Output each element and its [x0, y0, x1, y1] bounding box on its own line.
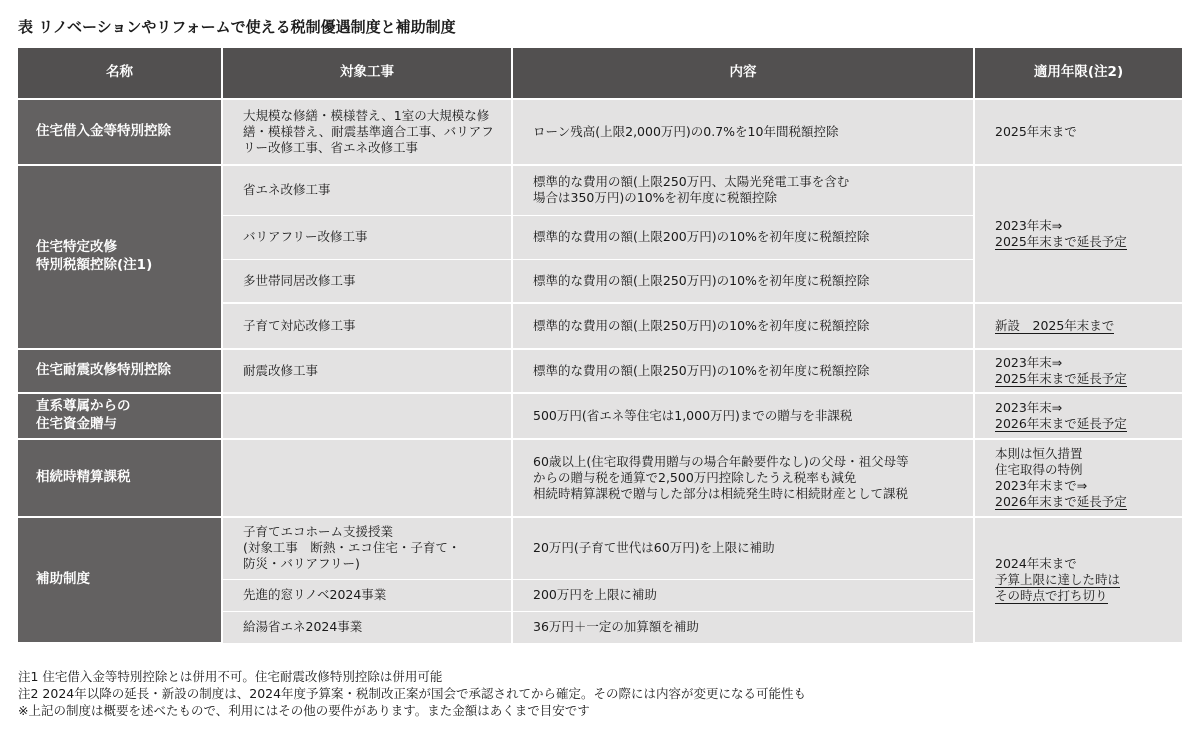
table-row [18, 439, 1182, 517]
row-work: 子育てエコホーム支援授業 (対象工事 断熱・エコ住宅・子育て・ 防災・バリアフリー) [222, 517, 512, 579]
footnote: 注2 2024年以降の延長・新設の制度は、2024年度予算案・税制改正案が国会で承認されてから確定。その際には内容が変更になる可能性も [18, 686, 807, 701]
row-work: 省エネ改修工事 [222, 165, 512, 215]
row-year: 2023年末⇒ 2025年末まで延長予定 [974, 349, 1182, 393]
row-name: 補助制度 [18, 517, 222, 643]
row-year: 2024年末まで 予算上限に達した時は その時点で打ち切り [974, 517, 1182, 643]
row-work: 子育て対応改修工事 [222, 303, 512, 349]
row-content: 60歳以上(住宅取得費用贈与の場合年齢要件なし)の父母・祖父母等 からの贈与税を通算で2,500万円控除したうえ税率も減免 相続時精算課税で贈与した部分は相続発生時に相続財産として課税 [512, 439, 974, 517]
row-work: 給湯省エネ2024事業 [222, 611, 512, 643]
row-year: 2023年末⇒ 2026年末まで延長予定 [974, 393, 1182, 439]
table-row [18, 165, 1182, 215]
row-content: 標準的な費用の額(上限250万円、太陽光発電工事を含む 場合は350万円)の10%を初年度に税額控除 [512, 165, 974, 215]
row-work [222, 439, 512, 517]
table-row [18, 99, 1182, 165]
row-content: 標準的な費用の額(上限250万円)の10%を初年度に税額控除 [512, 303, 974, 349]
row-name: 住宅特定改修 特別税額控除(注1) [18, 165, 222, 349]
row-work: 大規模な修繕・模様替え、1室の大規模な修繕・模様替え、耐震基準適合工事、バリアフリー改修工事、省エネ改修工事 [222, 99, 512, 165]
header-content: 内容 [512, 48, 974, 99]
row-work [222, 393, 512, 439]
header-year: 適用年限(注2) [974, 48, 1182, 99]
header-name: 名称 [18, 48, 222, 99]
tax-incentive-table [18, 48, 1182, 644]
table-row [18, 349, 1182, 393]
row-name: 直系尊属からの 住宅資金贈与 [18, 393, 222, 439]
header-work: 対象工事 [222, 48, 512, 99]
row-content: 36万円＋一定の加算額を補助 [512, 611, 974, 643]
row-work: バリアフリー改修工事 [222, 215, 512, 259]
row-content: 標準的な費用の額(上限250万円)の10%を初年度に税額控除 [512, 259, 974, 303]
row-content: 200万円を上限に補助 [512, 579, 974, 611]
row-year: 2023年末⇒ 2025年末まで延長予定 [974, 165, 1182, 303]
row-work: 先進的窓リノベ2024事業 [222, 579, 512, 611]
row-work: 耐震改修工事 [222, 349, 512, 393]
footnotes [18, 668, 806, 719]
table-row [18, 393, 1182, 439]
row-name: 住宅借入金等特別控除 [18, 99, 222, 165]
row-year: 2025年末まで [974, 99, 1182, 165]
row-content: ローン残高(上限2,000万円)の0.7%を10年間税額控除 [512, 99, 974, 165]
footnote: ※上記の制度は概要を述べたもので、利用にはその他の要件があります。また金額はあくまで目安です [18, 703, 590, 718]
row-content: 20万円(子育て世代は60万円)を上限に補助 [512, 517, 974, 579]
row-work: 多世帯同居改修工事 [222, 259, 512, 303]
table-row [18, 517, 1182, 579]
row-year: 本則は恒久措置 住宅取得の特例 2023年末まで⇒ 2026年末まで延長予定 [974, 439, 1182, 517]
row-content: 500万円(省エネ等住宅は1,000万円)までの贈与を非課税 [512, 393, 974, 439]
row-year: 新設 2025年末まで [974, 303, 1182, 349]
header-row [18, 48, 1182, 99]
table-title: 表 リノベーションやリフォームで使える税制優遇制度と補助制度 [18, 18, 456, 36]
row-content: 標準的な費用の額(上限250万円)の10%を初年度に税額控除 [512, 349, 974, 393]
row-content: 標準的な費用の額(上限200万円)の10%を初年度に税額控除 [512, 215, 974, 259]
footnote: 注1 住宅借入金等特別控除とは併用不可。住宅耐震改修特別控除は併用可能 [18, 669, 443, 684]
row-name: 相続時精算課税 [18, 439, 222, 517]
row-name: 住宅耐震改修特別控除 [18, 349, 222, 393]
